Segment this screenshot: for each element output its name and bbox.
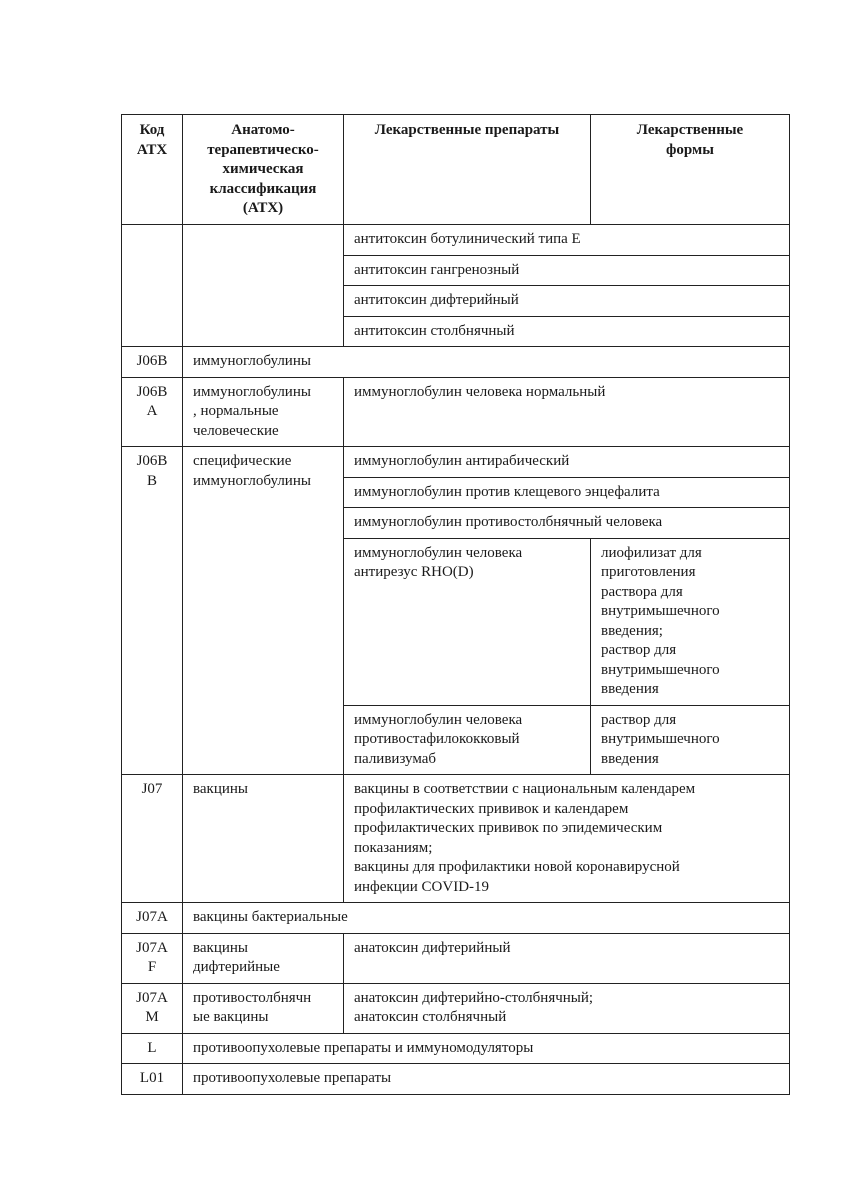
drug-cell: анатоксин дифтерийный <box>344 933 790 983</box>
table-header-row <box>122 115 790 225</box>
classification-cell: специфические иммуноглобулины <box>183 447 344 775</box>
code-cell: L01 <box>122 1064 183 1095</box>
drug-cell: анатоксин дифтерийно-столбнячный; анатоксин столбнячный <box>344 983 790 1033</box>
header-drugs: Лекарственные препараты <box>344 115 591 225</box>
code-cell: J07A <box>122 903 183 934</box>
header-code: Код АТХ <box>122 115 183 225</box>
table-row <box>122 225 790 256</box>
drug-cell: антитоксин гангренозный <box>344 255 790 286</box>
atc-classification-table <box>121 114 790 1095</box>
code-cell: J07 <box>122 775 183 903</box>
table-row <box>122 775 790 903</box>
drug-cell: иммуноглобулин противостолбнячный человека <box>344 508 790 539</box>
table-row <box>122 983 790 1033</box>
header-dosage-forms: Лекарственные формы <box>591 115 790 225</box>
classification-cell: вакцины дифтерийные <box>183 933 344 983</box>
table-row <box>122 377 790 447</box>
table-row <box>122 1064 790 1095</box>
drug-cell: иммуноглобулин против клещевого энцефалита <box>344 477 790 508</box>
dosage-form-cell: лиофилизат для приготовления раствора для внутримышечного введения; раствор для внутримышечного введения <box>591 538 790 705</box>
classification-cell: вакцины бактериальные <box>183 903 790 934</box>
classification-cell: иммуноглобулины , нормальные человеческие <box>183 377 344 447</box>
table-row <box>122 1033 790 1064</box>
table-row <box>122 447 790 478</box>
classification-cell: противостолбнячн ые вакцины <box>183 983 344 1033</box>
drug-cell: иммуноглобулин антирабический <box>344 447 790 478</box>
classification-cell: вакцины <box>183 775 344 903</box>
drug-cell: иммуноглобулин человека антирезус RHO(D) <box>344 538 591 705</box>
table-row <box>122 903 790 934</box>
classification-cell: противоопухолевые препараты и иммуномодуляторы <box>183 1033 790 1064</box>
drug-cell: антитоксин столбнячный <box>344 316 790 347</box>
code-cell: J06B A <box>122 377 183 447</box>
code-cell: L <box>122 1033 183 1064</box>
drug-cell: антитоксин дифтерийный <box>344 286 790 317</box>
code-cell: J06B B <box>122 447 183 775</box>
code-cell: J07A M <box>122 983 183 1033</box>
classification-cell: иммуноглобулины <box>183 347 790 378</box>
dosage-form-cell: раствор для внутримышечного введения <box>591 705 790 775</box>
drug-cell: вакцины в соответствии с национальным календарем профилактических прививок и календарем профилактических прививок по эпидемическим показаниям; вакцины для профилактики новой коронавирусной инфекции COVID-19 <box>344 775 790 903</box>
classification-cell: противоопухолевые препараты <box>183 1064 790 1095</box>
drug-cell: иммуноглобулин человека противостафилококковый паливизумаб <box>344 705 591 775</box>
drug-cell: иммуноглобулин человека нормальный <box>344 377 790 447</box>
code-cell: J06B <box>122 347 183 378</box>
drug-cell: антитоксин ботулинический типа E <box>344 225 790 256</box>
table-row <box>122 347 790 378</box>
code-cell <box>122 225 183 347</box>
classification-cell <box>183 225 344 347</box>
table-row <box>122 933 790 983</box>
code-cell: J07A F <box>122 933 183 983</box>
header-atc-classification: Анатомо- терапевтическо- химическая классификация (АТХ) <box>183 115 344 225</box>
